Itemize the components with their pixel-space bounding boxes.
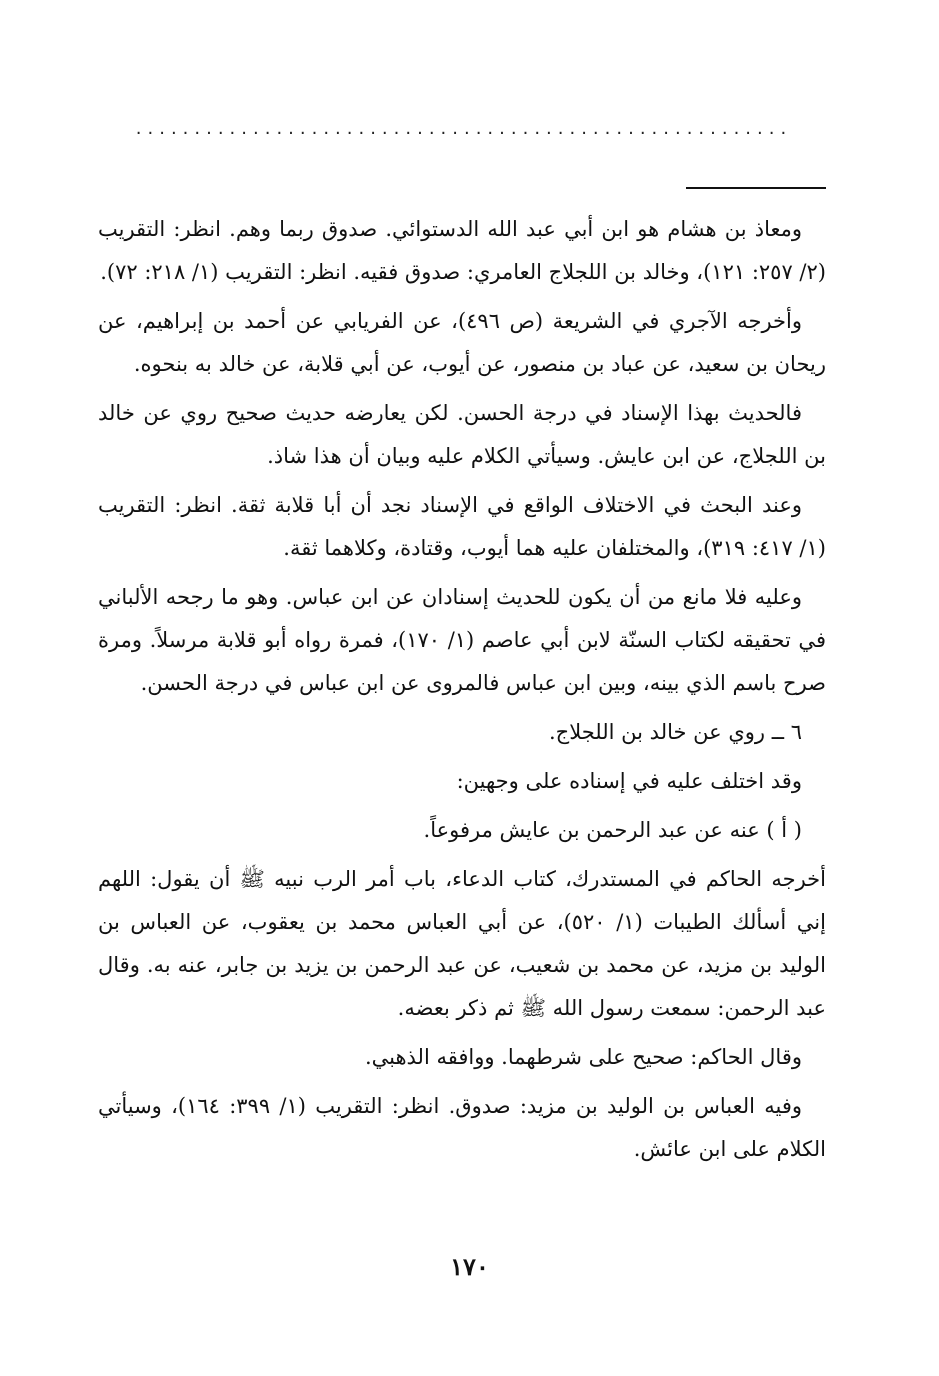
paragraph-1: ومعاذ بن هشام هو ابن أبي عبد الله الدستوائي. صدوق ربما وهم. انظر: التقريب (٢/ ٢٥٧: ١٢١)، وخالد بن اللجلاج العامري: صدوق فقيه. انظر: التقريب (١/ ٢١٨: ٧٢). [98, 217, 826, 284]
paragraph-11: وفيه العباس بن الوليد بن مزيد: صدوق. انظر: التقريب (١/ ٣٩٩: ١٦٤)، وسيأتي الكلام على ابن عائش. [98, 1094, 826, 1161]
footnote-rule [686, 187, 826, 189]
paragraph-9: أخرجه الحاكم في المستدرك، كتاب الدعاء، باب أمر الرب نبيه ﷺ أن يقول: اللهم إني أسألك الطيبات (١/ ٥٢٠)، عن أبي العباس محمد بن يعقوب، عن العباس بن الوليد بن مزيد، عن محمد بن شعيب، عن عبد الرحمن بن يزيد بن جابر، عنه به. وقال عبد الرحمن: سمعت رسول الله ﷺ ثم ذكر بعضه. [98, 867, 826, 1020]
paragraph-6-heading: ٦ ــ روي عن خالد بن اللجلاج. [548, 720, 802, 744]
paragraph-2: وأخرجه الآجري في الشريعة (ص ٤٩٦)، عن الفريابي عن أحمد بن إبراهيم، عن ريحان بن سعيد، عن عباد بن منصور، عن أيوب، عن أبي قلابة، عن خالد به بنحوه. [98, 309, 826, 376]
paragraph-3: فالحديث بهذا الإسناد في درجة الحسن. لكن يعارضه حديث صحيح روي عن خالد بن اللجلاج، عن ابن عايش. وسيأتي الكلام عليه وبيان أن هذا شاذ. [98, 401, 826, 468]
header-dotted-separator: ........................................................ [135, 118, 793, 139]
paragraph-8-subheading: ( أ ) عنه عن عبد الرحمن بن عايش مرفوعاً. [423, 818, 802, 842]
footnote-body [98, 208, 826, 1177]
paragraph-4: وعند البحث في الاختلاف الواقع في الإسناد نجد أن أبا قلابة ثقة. انظر: التقريب (١/ ٤١٧: ٣١٩)، والمختلفان عليه هما أيوب، وقتادة، وكلاهما ثقة. [98, 493, 826, 560]
paragraph-7: وقد اختلف عليه في إسناده على وجهين: [456, 769, 802, 793]
paragraph-5: وعليه فلا مانع من أن يكون للحديث إسنادان عن ابن عباس. وهو ما رجحه الألباني في تحقيقه لكتاب السنّة لابن أبي عاصم (١/ ١٧٠)، فمرة رواه أبو قلابة مرسلاً. ومرة صرح باسم الذي بينه، وبين ابن عباس فالمروى عن ابن عباس في درجة الحسن. [98, 585, 826, 695]
page-number: ١٧٠ [450, 1252, 489, 1281]
paragraph-10: وقال الحاكم: صحيح على شرطهما. ووافقه الذهبي. [364, 1045, 802, 1069]
